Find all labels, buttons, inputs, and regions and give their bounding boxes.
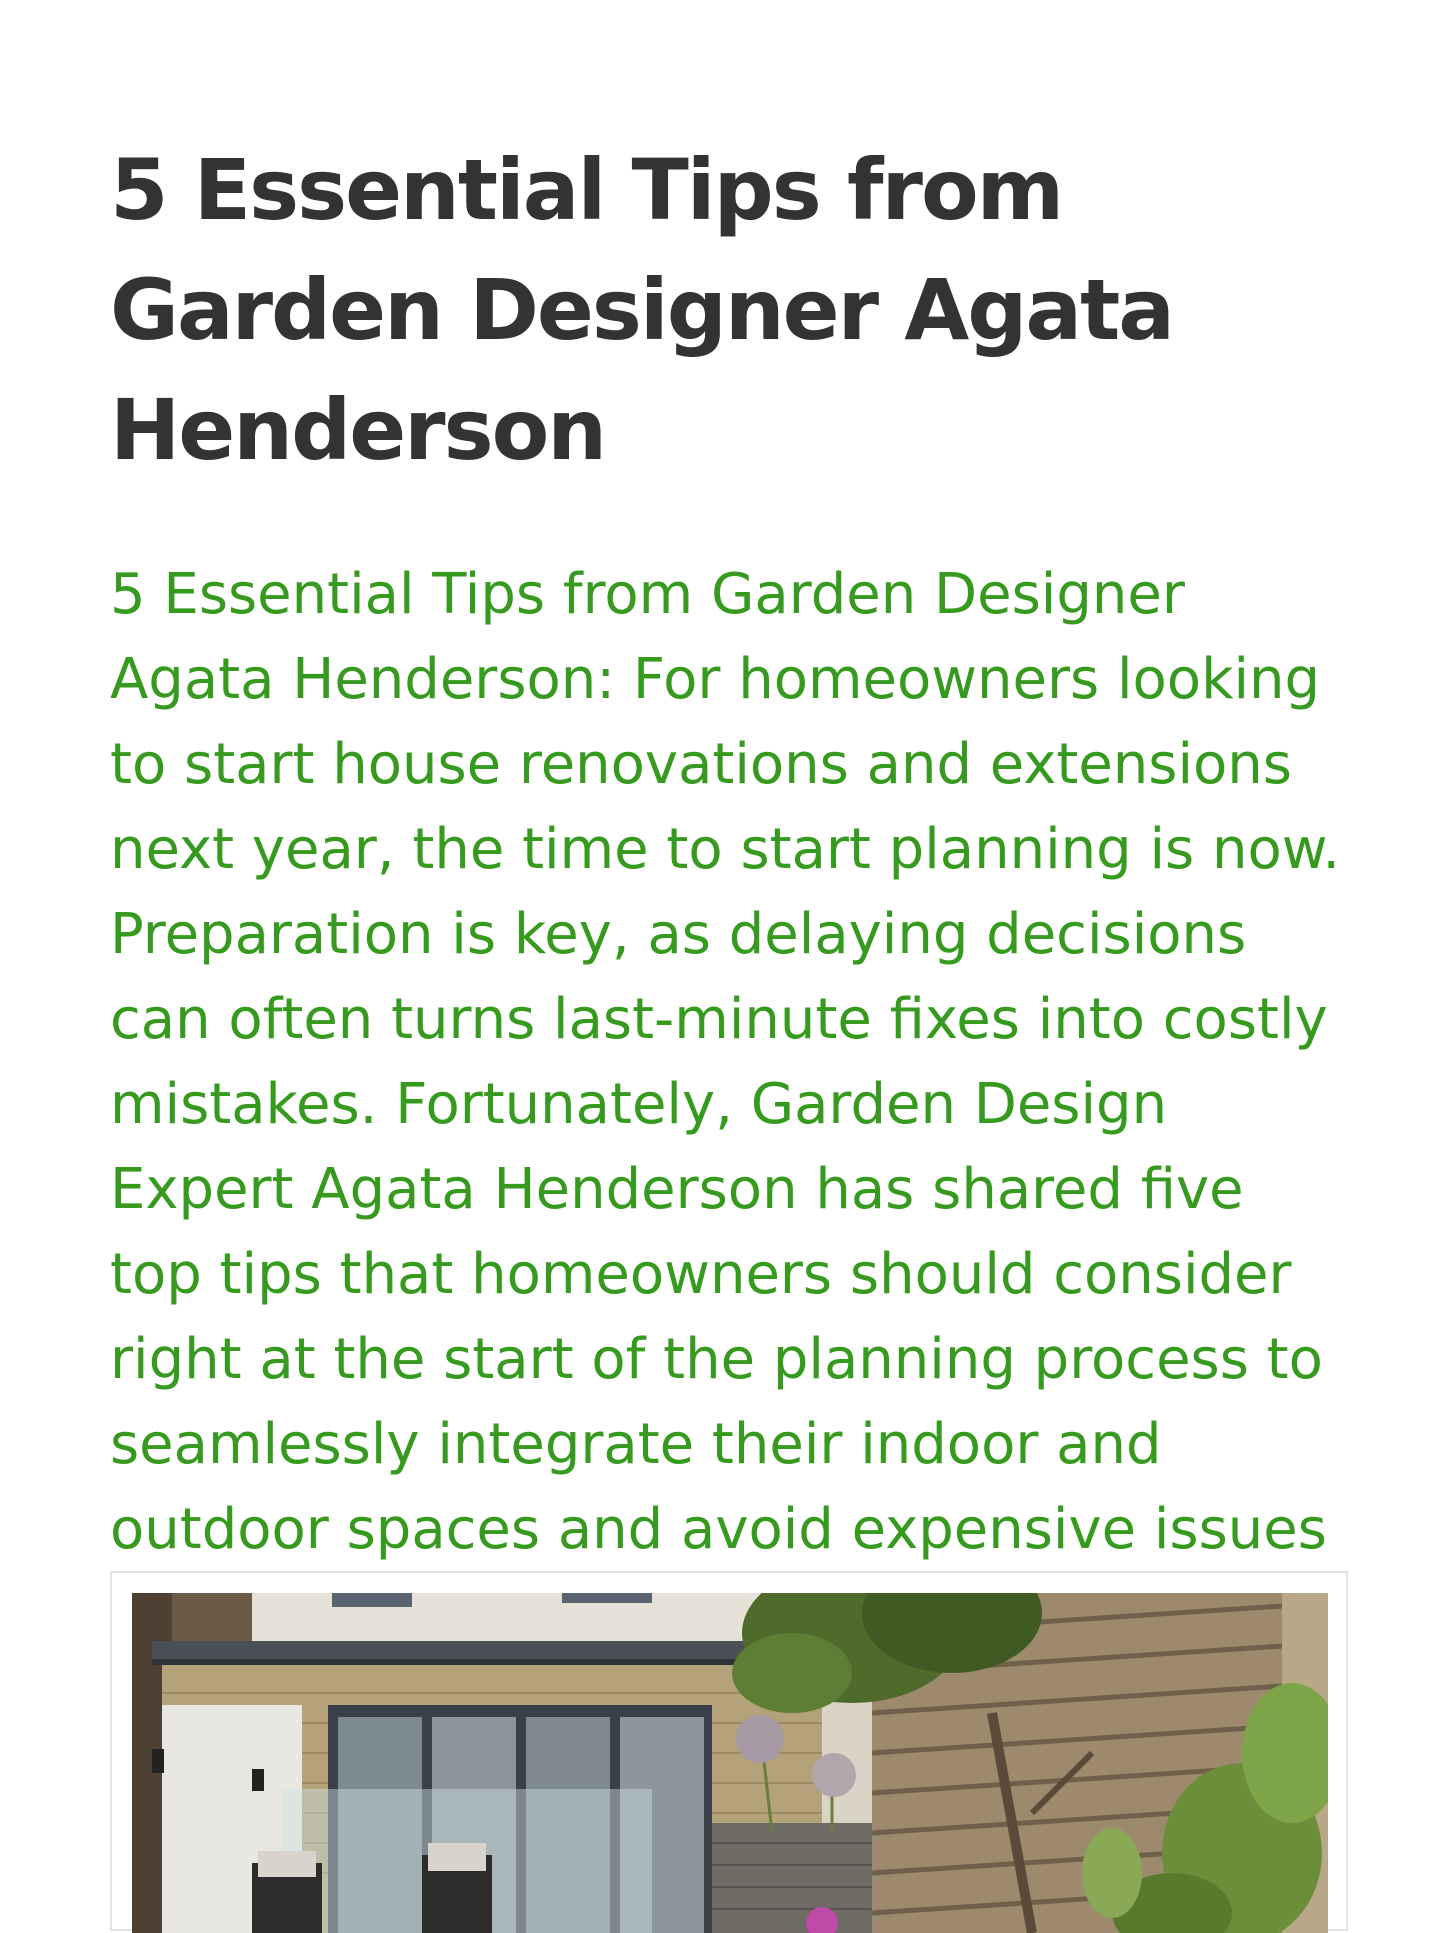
garden-photo[interactable] [132,1593,1328,1933]
article [110,130,1350,1657]
article-lead: 5 Essential Tips from Garden Designer Agata Henderson: For homeowners looking to start house renovations and extensions next year, the time to start planning is now. Preparation is key, as delaying decisions can often turns last-minute fixes into costly mistakes. Fortunately, Garden Design Expert Agata Henderson has shared five top tips that homeowners should consider right at the start of the planning process to seamlessly integrate their indoor and outdoor spaces and avoid expensive issues [110,562,1341,1562]
article-image-frame [110,1571,1348,1931]
article-title: 5 Essential Tips from Garden Designer Agata Henderson [110,141,1173,479]
